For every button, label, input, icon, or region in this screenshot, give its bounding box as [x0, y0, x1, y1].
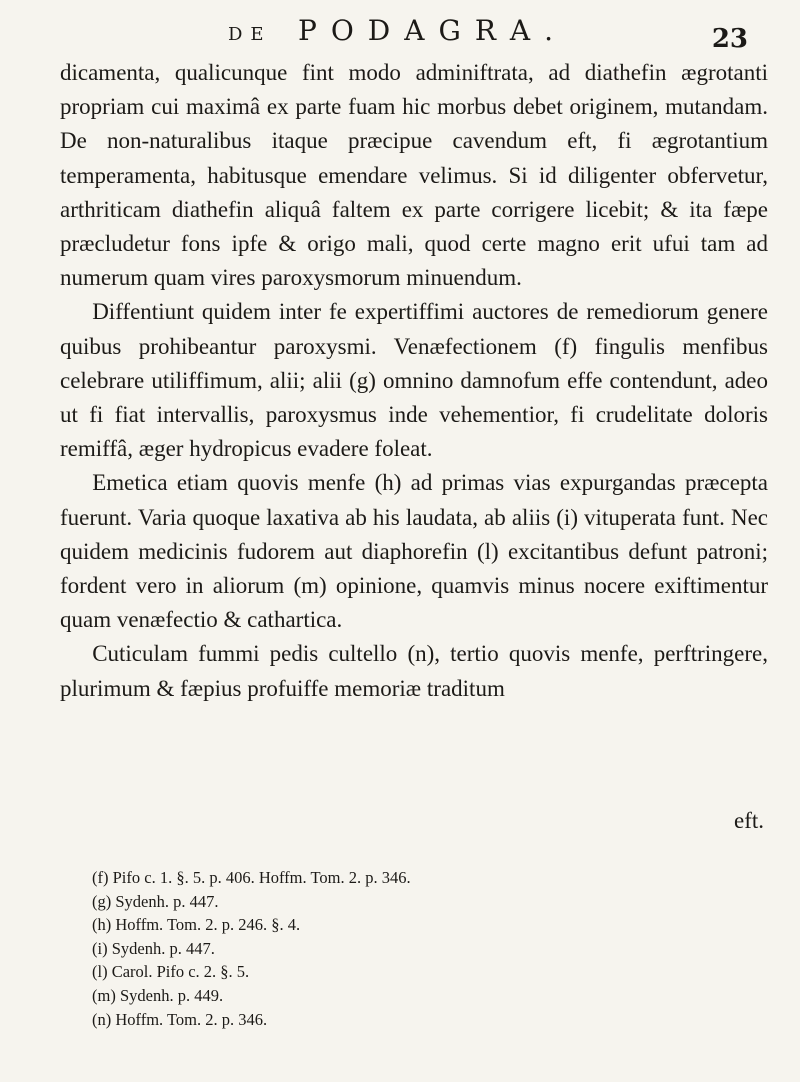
footnote-g: (g) Sydenh. p. 447.: [92, 891, 219, 911]
body-text: [60, 56, 768, 706]
catchword: eft.: [733, 808, 764, 833]
footnote-i: (i) Sydenh. p. 447.: [92, 938, 215, 958]
running-head-preposition: DE: [228, 24, 272, 45]
page-number: 23: [711, 24, 748, 54]
footnote-n: (n) Hoffm. Tom. 2. p. 346.: [92, 1009, 268, 1029]
footnotes: [92, 866, 712, 1031]
paragraph-emetica: Emetica etiam quovis menfe (h) ad primas vias expurgandas præcepta fuerunt. Varia quoque laxativa ab his laudata, ab aliis (i) vituperata funt. Nec quidem medicinis fudorem aut diaphorefin (l) excitantibus defunt patroni; fordent vero in aliorum (m) opinione, quamvis minus nocere exiftimentur quam venæfectio & cathartica.: [60, 470, 768, 633]
paragraph-continuation: dicamenta, qualicunque fint modo adminiftrata, ad diathefin ægrotanti propriam cui maximâ ex parte fuam hic morbus debet originem, mutandam. De non-naturalibus itaque præcipue cavendum eft, fi ægrotantium temperamenta, habitusque emendare velimus. Si id diligenter obfervetur, arthriticam diathefin aliquâ faltem ex parte corrigere licebit; & ita fæpe præcludetur fons ipfe & origo mali, quod certe magno erit ufui tam ad numerum quam vires paroxysmorum minuendum.: [60, 60, 768, 291]
footnote-m: (m) Sydenh. p. 449.: [92, 985, 224, 1005]
paragraph-cuticula: Cuticulam fummi pedis cultello (n), tertio quovis menfe, perftringere, plurimum & fæpius profuiffe memoriæ traditum: [60, 641, 768, 701]
running-head: [228, 12, 748, 52]
footnote-h: (h) Hoffm. Tom. 2. p. 246. §. 4.: [92, 915, 301, 935]
paragraph-venaesectio: Diffentiunt quidem inter fe expertiffimi auctores de remediorum genere quibus prohibeantur paroxysmi. Venæfectionem (f) fingulis menfibus celebrare utiliffimum, alii; alii (g) omnino damnofum effe contendunt, adeo ut fi fiat intervallis, paroxysmus inde vehementior, fi crudelitate doloris remiffâ, æger hydropicus evadere foleat.: [60, 299, 768, 462]
footnote-l: (l) Carol. Pifo c. 2. §. 5.: [92, 962, 250, 982]
running-head-title: PODAGRA.: [298, 14, 568, 47]
footnote-f: (f) Pifo c. 1. §. 5. p. 406. Hoffm. Tom. 2. p. 346.: [92, 868, 411, 887]
